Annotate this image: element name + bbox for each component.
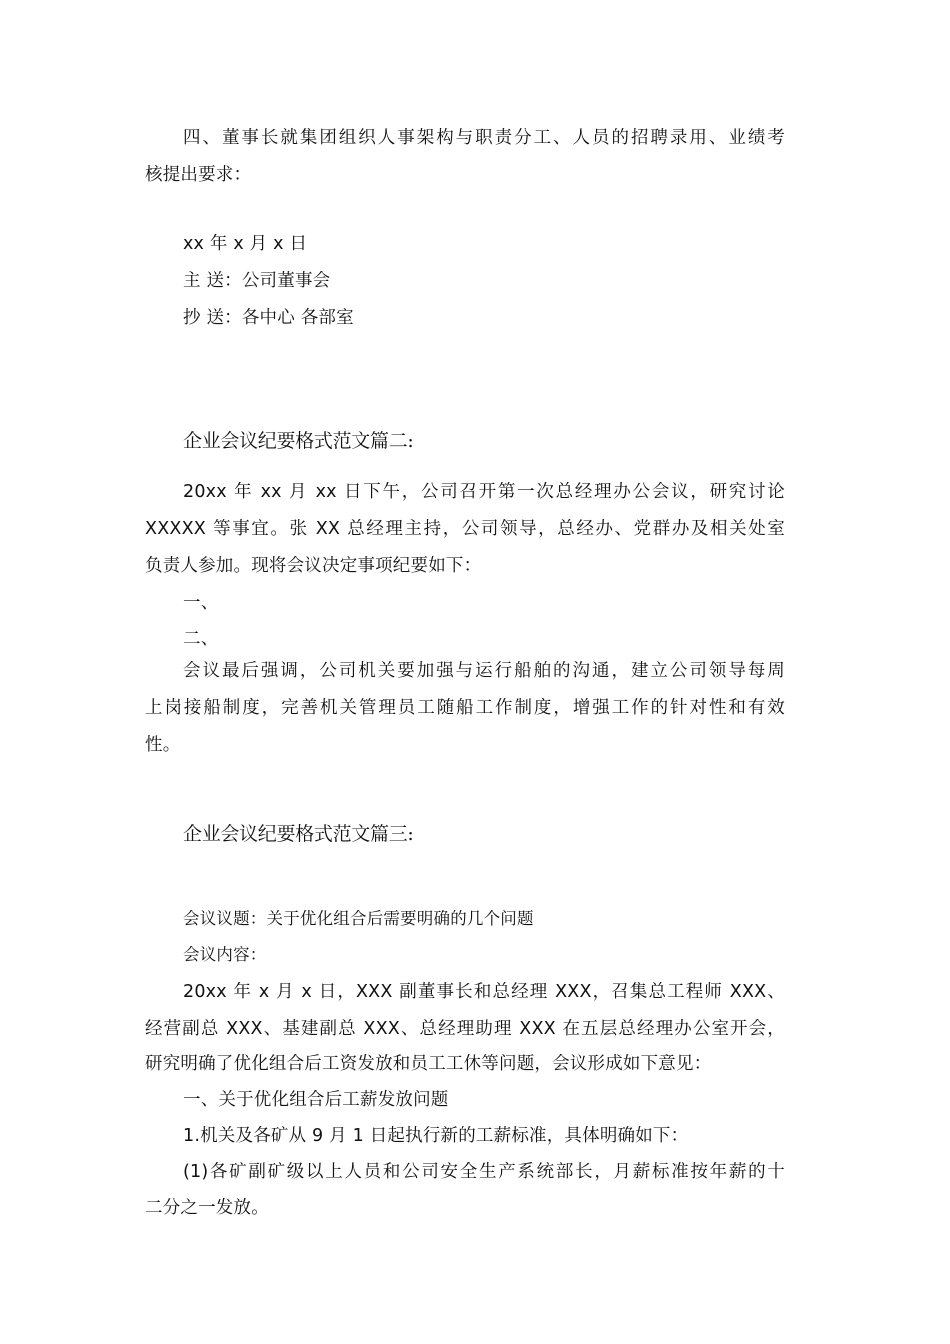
list-item-one: 一、: [183, 593, 219, 613]
para3-line1: 会议最后强调，公司机关要加强与运行船舶的沟通，建立公司领导每周: [183, 661, 785, 681]
heading-part-three: 企业会议纪要格式范文篇三:: [183, 823, 414, 845]
meeting-content-label: 会议内容：: [183, 945, 267, 964]
section4-line1: 四、董事长就集团组织人事架构与职责分工、人员的招聘录用、业绩考: [183, 128, 785, 148]
send-to-line: 主 送：公司董事会: [183, 271, 331, 291]
para3-line3: 性。: [145, 735, 181, 755]
section4-line2: 核提出要求：: [145, 165, 252, 185]
date-line: xx 年 x 月 x 日: [183, 234, 308, 254]
para2-line1: 20xx 年 xx 月 xx 日下午，公司召开第一次总经理办公会议，研究讨论: [183, 482, 785, 502]
para2-line3: 负责人参加。现将会议决定事项纪要如下：: [145, 556, 482, 576]
para4-line3: 研究明确了优化组合后工资发放和员工工休等问题，会议形成如下意见：: [145, 1054, 712, 1074]
heading-part-two: 企业会议纪要格式范文篇二:: [183, 430, 414, 452]
section-one-heading: 一、关于优化组合后工薪发放问题: [183, 1090, 449, 1110]
para2-line2: XXXXX 等事宜。张 XX 总经理主持，公司领导，总经办、党群办及相关处室: [145, 519, 785, 539]
meeting-topic: 会议议题：关于优化组合后需要明确的几个问题: [183, 909, 534, 928]
point-1-1-line2: 二分之一发放。: [145, 1198, 269, 1218]
list-item-two: 二、: [183, 629, 219, 649]
point-1-1-line1: (1)各矿副矿级以上人员和公司安全生产系统部长，月薪标准按年薪的十: [183, 1162, 785, 1182]
copy-to-line: 抄 送：各中心 各部室: [183, 308, 354, 328]
point-1: 1.机关及各矿从 9 月 1 日起执行新的工薪标准，具体明确如下：: [183, 1126, 689, 1146]
para4-line2: 经营副总 XXX、基建副总 XXX、总经理助理 XXX 在五层总经理办公室开会，: [145, 1019, 785, 1039]
para3-line2: 上岗接船制度，完善机关管理员工随船工作制度，增强工作的针对性和有效: [145, 698, 785, 718]
para4-line1: 20xx 年 x 月 x 日，XXX 副董事长和总经理 XXX，召集总工程师 XXX、: [183, 982, 785, 1002]
